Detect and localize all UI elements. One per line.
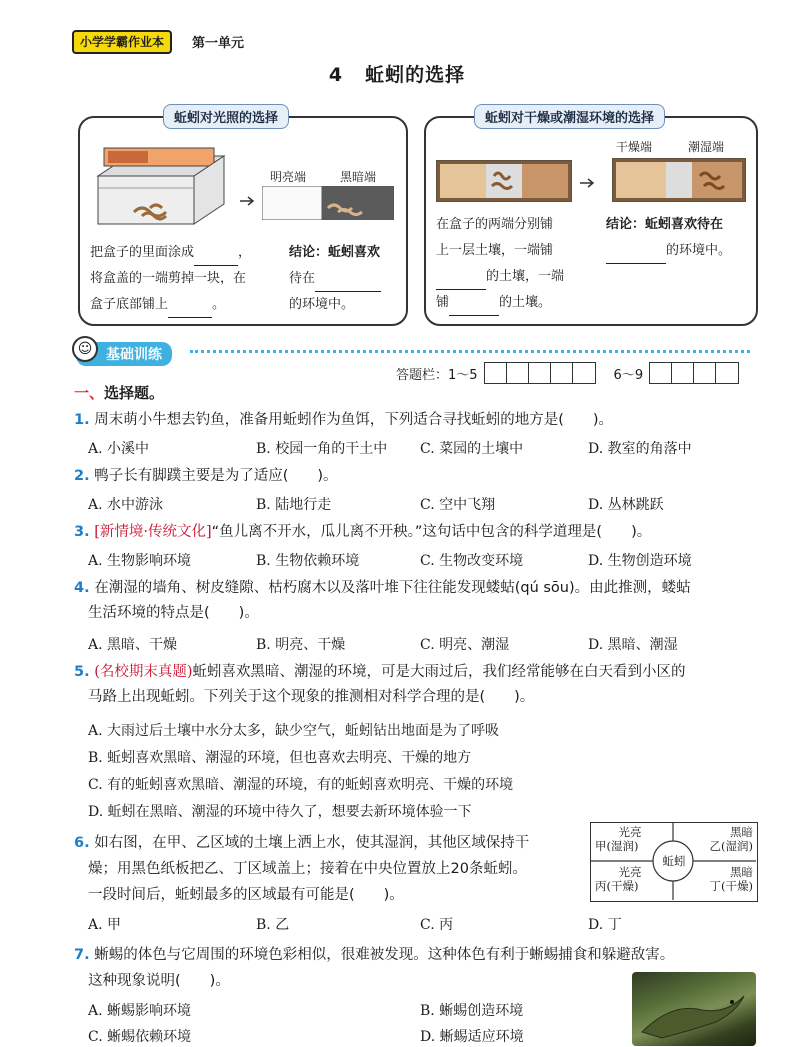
arrow-right-icon [580,178,596,188]
panel-moisture-tag: 蚯蚓对干燥或潮湿环境的选择 [474,104,665,129]
question-1: 1. 周末萌小牛想去钓鱼，准备用蚯蚓作为鱼饵，下列适合寻找蚯蚓的地方是( )。 [74,412,614,428]
moisture-box-illustration [436,160,572,202]
light-conclusion-text: 结论：蚯蚓喜欢 待在 的环境中。 [289,245,381,312]
region-yi: 黑暗 乙(湿润) [709,825,753,853]
section-divider [190,350,750,353]
moisture-result-illustration [612,158,746,202]
question-6: 6. 如右图，在甲、乙区域的土壤上洒上水，使其湿润，其他区域保持干 燥；用黑色纸板把乙、丁区域盖上；接着在中央位置放上20条蚯蚓。 一段时间后，蚯蚓最多的区域最有可能是( )。 [74,835,530,903]
arrow-right-icon [240,196,256,206]
region-ding: 黑暗 丁(干燥) [709,865,753,893]
answer-label-1: 答题栏：1～5 [396,367,478,383]
lizard-photo [632,972,756,1046]
question-4: 4. 在潮湿的墙角、树皮缝隙、枯朽腐木以及落叶堆下往往能发现蝼蛄(qú sōu)。由此推测，蝼蛄 生活环境的特点是( )。 [74,580,691,621]
unit-label: 第一单元 [192,36,245,51]
region-bing: 光亮 丙(干燥) [595,865,642,893]
moisture-procedure-text: 在盒子的两端分别铺 上一层土壤，一端铺 的土壤，一端 铺 的土壤。 [436,212,596,316]
answer-cells-2[interactable] [649,362,739,384]
brand-badge: 小学学霸作业本 [72,30,172,54]
panel-light-tag: 蚯蚓对光照的选择 [163,104,289,129]
lesson-number: 4 [328,64,344,86]
question-7-options: A. 蜥蜴影响环境 B. 蜥蜴创造环境 C. 蜥蜴依赖环境 D. 蜥蜴适应环境 [88,1003,524,1045]
region-grid-diagram [590,822,758,902]
bright-end-label: 明亮端 [270,170,307,184]
question-2: 2. 鸭子长有脚蹼主要是为了适应( )。 [74,468,338,484]
lesson-title: 蚯蚓的选择 [365,64,466,86]
question-3: 3. [新情境·传统文化]“鱼儿离不开水，瓜儿离不开秧。”这句话中包含的科学道理是( )。 [74,524,652,540]
question-5-options: A. 大雨过后土壤中水分太多，缺少空气，蚯蚓钻出地面是为了呼吸 B. 蚯蚓喜欢黑暗、潮湿的环境，但也喜欢去明亮、干燥的地方 C. 有的蚯蚓喜欢黑暗、潮湿的环境，有的蚯蚓喜欢明亮、干燥的环境 D. 蚯蚓在黑暗、潮湿的环境中待久了，想要去新环境体验一下 [88,723,514,820]
answer-label-2: 6～9 [613,367,644,383]
moisture-conclusion-text: 结论：蚯蚓喜欢待在 的环境中。 [606,212,752,264]
light-box-illustration [94,146,234,230]
answer-cells-1[interactable] [484,362,596,384]
wet-end-label: 潮湿端 [688,140,725,154]
light-result-illustration [262,186,394,220]
center-earthworms: 蚯蚓 [662,854,686,868]
question-5: 5. (名校期末真题)蚯蚓喜欢黑暗、潮湿的环境，可是大雨过后，我们经常能够在白天看到小区的 马路上出现蚯蚓。下列关于这个现象的推测相对科学合理的是( )。 [74,664,686,705]
dark-end-label: 黑暗端 [340,170,377,184]
question-type-heading: 一、选择题。 [74,384,165,402]
light-procedure-text: 把盒子的里面涂成 ， 将盒盖的一端剪掉一块，在 盒子底部铺上 。 [90,240,270,318]
mascot-icon: ☺ [72,336,98,362]
region-jia: 光亮 甲(湿润) [595,825,642,853]
page-title [0,60,794,87]
question-7: 7. 蜥蜴的体色与它周围的环境色彩相似，很难被发现。这种体色有利于蜥蜴捕食和躲避敌害。 这种现象说明( )。 [74,947,675,989]
dry-end-label: 干燥端 [616,140,653,154]
answer-bar [396,362,739,384]
section-label: 基础训练 [76,342,172,366]
